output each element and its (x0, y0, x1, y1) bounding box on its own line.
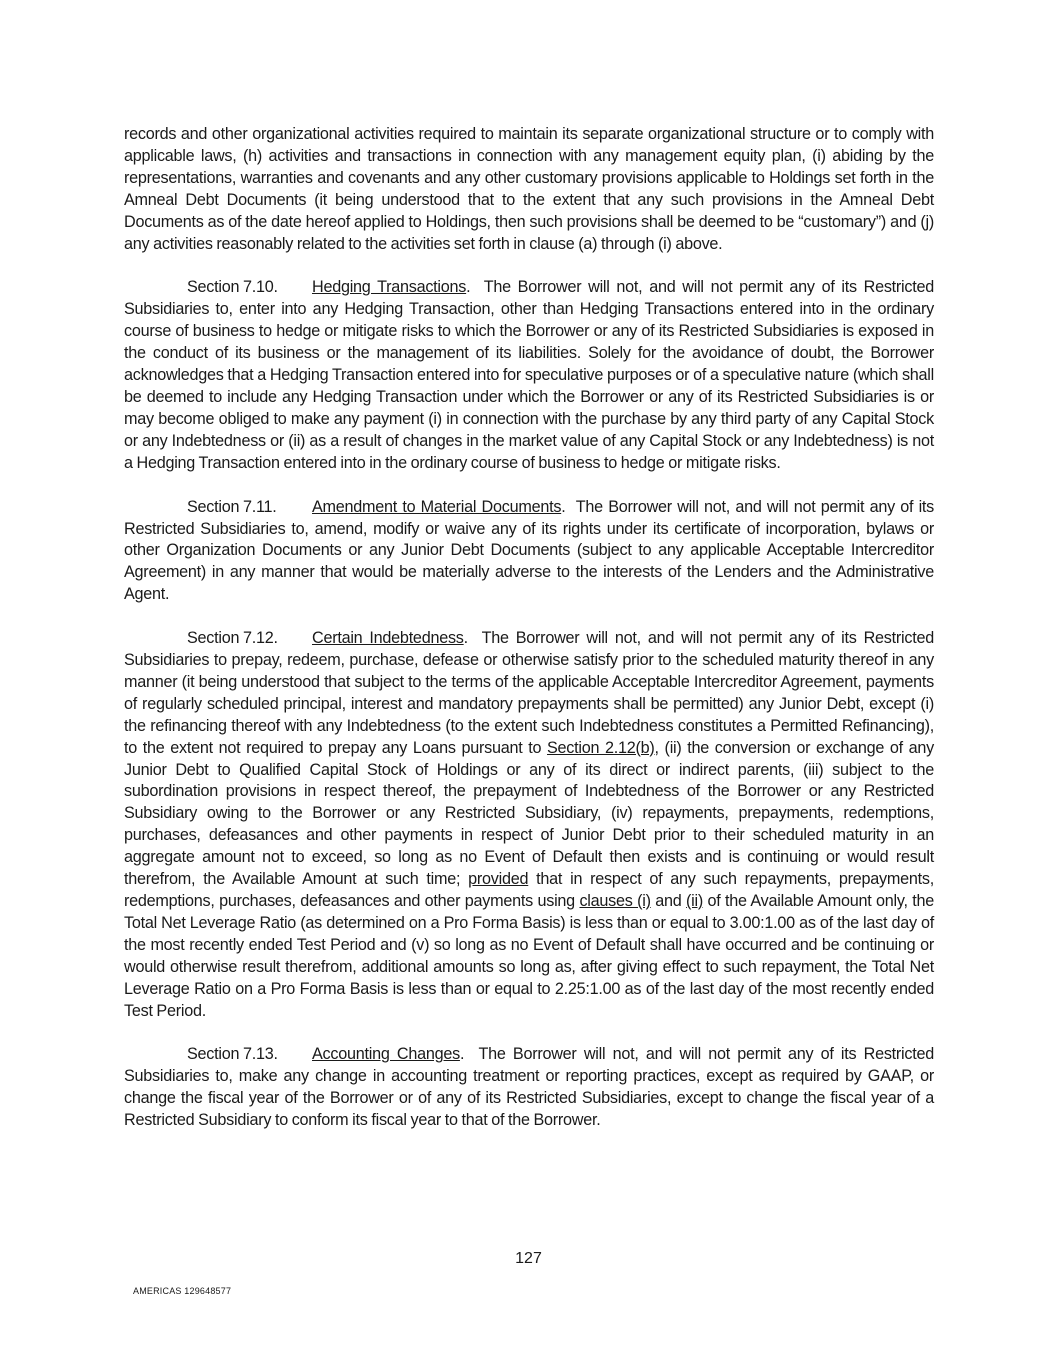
section-body: of the Available Amount only, the Total Net Leverage Ratio (as determined on a Pro Forma Basis) is less than or equal to 3.00:1.00 as of the last day of the most recently ended Test Period and (v) so long as no Event of Default shall have occurred and be continuing or would otherwise result therefrom, additional amounts so long as, after giving effect to such repayment, the Total Net Leverage Ratio on a Pro Forma Basis is less than or equal to 2.25:1.00 as of the last day of the most recently ended Test Period. (124, 892, 934, 1020)
section-body: that in respect of any such repayments, prepayments, redemptions, purchases, defeasances and other payments using (124, 870, 934, 910)
section-body: and (655, 892, 682, 910)
cross-reference: Section 2.12(b) (547, 738, 655, 757)
document-id: AMERICAS 129648577 (133, 1286, 232, 1296)
document-body (124, 124, 934, 1132)
section-title: Accounting Changes (312, 1045, 460, 1064)
section-7-13: Section 7.13. Accounting Changes. The Borrower will not, and will not permit any of its Restricted Subsidiaries to, make any change in accounting treatment or reporting practices, except as required by GAAP, or change the fiscal year of the Borrower or of any of its Restricted Subsidiaries, except to change the fiscal year of a Restricted Subsidiary to conform its fiscal year to that of the Borrower. (124, 1045, 935, 1130)
section-title: Hedging Transactions (312, 278, 467, 297)
section-number: Section 7.10. (187, 278, 278, 297)
section-number: Section 7.12. (187, 629, 278, 648)
proviso-term: provided (468, 870, 529, 889)
cross-reference: clauses (i) (579, 892, 651, 910)
section-number: Section 7.13. (187, 1045, 278, 1064)
section-7-12: Section 7.12. Certain Indebtedness. The Borrower will not, and will not permit any of its Restricted Subsidiaries to prepay, redeem, purchase, defease or otherwise satisfy prior to the scheduled maturity thereof in any manner (it being understood that subject to the terms of the applicable Acceptable Intercreditor Agreement, payments of regularly scheduled principal, interest and mandatory prepayments shall be permitted) any Junior Debt, except (i) the refinancing thereof with any Indebtedness (to the extent such Indebtedness constitutes a Permitted Refinancing), to the extent not required to prepay any Loans pursuant to Section 2.12(b), (ii) the conversion or exchange of any Junior Debt to Qualified Capital Stock of Holdings or any of its direct or indirect parents, (iii) subject to the subordination provisions in respect thereof, the prepayment of Indebtedness of the Borrower or any Restricted Subsidiary owing to the Borrower or any Restricted Subsidiary, (iv) repayments, prepayments, redemptions, purchases, defeasances and other payments in respect of Junior Debt prior to their scheduled maturity in an aggregate amount not to exceed, so long as no Event of Default then exists and is continuing or would result therefrom, the Available Amount at such time; provided that in respect of any such repayments, prepayments, redemptions, purchases, defeasances and other payments using clauses (i) and (ii) of the Available Amount only, the Total Net Leverage Ratio (as determined on a Pro Forma Basis) is less than or equal to 3.00:1.00 as of the last day of the most recently ended Test Period and (v) so long as no Event of Default shall have occurred and be continuing or would otherwise result therefrom, additional amounts so long as, after giving effect to such repayment, the Total Net Leverage Ratio on a Pro Forma Basis is less than or equal to 2.25:1.00 as of the last day of the most recently ended Test Period. (124, 629, 935, 1020)
cross-reference: (ii) (686, 892, 704, 910)
section-body: The Borrower will not, and will not permit any of its Restricted Subsidiaries to, make any change in accounting treatment or reporting practices, except as required by GAAP, or change the fiscal year of the Borrower or of any of its Restricted Subsidiaries, except to change the fiscal year of a Restricted Subsidiary to conform its fiscal year to that of the Borrower. (124, 1045, 935, 1130)
page-number: 127 (515, 1250, 542, 1267)
intro-paragraph (124, 124, 934, 255)
section-body: The Borrower will not, and will not permit any of its Restricted Subsidiaries to, amend, modify or waive any of its rights under its certificate of incorporation, bylaws or other Organization Documents or any Junior Debt Documents (subject to any applicable Acceptable Intercreditor Agreement) in any manner that would be materially adverse to the interests of the Lenders and the Administrative Agent. (124, 497, 935, 604)
section-body: The Borrower will not, and will not permit any of its Restricted Subsidiaries to prepay, redeem, purchase, defease or otherwise satisfy prior to the scheduled maturity thereof in any manner (it being understood that subject to the terms of the applicable Acceptable Intercreditor Agreement, payments of regularly scheduled principal, interest and mandatory prepayments shall be permitted) any Junior Debt, except (i) the refinancing thereof with any Indebtedness (to the extent such Indebtedness constitutes a Permitted Refinancing), to the extent not required to prepay any Loans pursuant to (124, 629, 934, 757)
section-body: The Borrower will not, and will not permit any of its Restricted Subsidiaries to, enter into any Hedging Transaction, other than Hedging Transactions entered into in the ordinary course of business to hedge or mitigate risks to which the Borrower or any of its Restricted Subsidiaries is exposed in the conduct of its business or the management of its liabilities. Solely for the avoidance of doubt, the Borrower acknowledges that a Hedging Transaction entered into for speculative purposes or of a speculative nature (which shall be deemed to include any Hedging Transaction under which the Borrower or any of its Restricted Subsidiaries is or may become obliged to make any payment (i) in connection with the purchase by any third party of any Capital Stock or any Indebtedness or (ii) as a result of changes in the market value of any Capital Stock or any Indebtedness) is not a Hedging Transaction entered into in the ordinary course of business to hedge or mitigate risks. (124, 278, 934, 472)
section-7-10: Section 7.10. Hedging Transactions. The Borrower will not, and will not permit any of its Restricted Subsidiaries to, enter into any Hedging Transaction, other than Hedging Transactions entered into in the ordinary course of business to hedge or mitigate risks to which the Borrower or any of its Restricted Subsidiaries is exposed in the conduct of its business or the management of its liabilities. Solely for the avoidance of doubt, the Borrower acknowledges that a Hedging Transaction entered into for speculative purposes or of a speculative nature (which shall be deemed to include any Hedging Transaction under which the Borrower or any of its Restricted Subsidiaries is or may become obliged to make any payment (i) in connection with the purchase by any third party of any Capital Stock or any Indebtedness or (ii) as a result of changes in the market value of any Capital Stock or any Indebtedness) is not a Hedging Transaction entered into in the ordinary course of business to hedge or mitigate risks. (124, 278, 934, 472)
intro-text: records and other organizational activities required to maintain its separate organizational structure or to comply with applicable laws, (h) activities and transactions in connection with any management equity plan, (i) abiding by the representations, warranties and covenants and any other customary provisions applicable to Holdings set forth in the Amneal Debt Documents (it being understood that to the extent that any such provisions in the Amneal Debt Documents as of the date hereof applied to Holdings, then such provisions shall be deemed to be “customary”) and (j) any activities reasonably related to the activities set forth in clause (a) through (i) above. (124, 125, 934, 253)
section-body: , (ii) the conversion or exchange of any Junior Debt to Qualified Capital Stock of Holdings or any of its direct or indirect parents, (iii) subject to the subordination provisions in respect thereof, the prepayment of Indebtedness of the Borrower or any Restricted Subsidiary owing to the Borrower or any Restricted Subsidiary, (iv) repayments, prepayments, redemptions, purchases, defeasances and other payments in respect of Junior Debt prior to their scheduled maturity in an aggregate amount not to exceed, so long as no Event of Default then exists and is continuing or would result therefrom, the Available Amount at such time; (124, 738, 935, 889)
section-7-11: Section 7.11. Amendment to Material Documents. The Borrower will not, and will not permit any of its Restricted Subsidiaries to, amend, modify or waive any of its rights under its certificate of incorporation, bylaws or other Organization Documents or any Junior Debt Documents (subject to any applicable Acceptable Intercreditor Agreement) in any manner that would be materially adverse to the interests of the Lenders and the Administrative Agent. (124, 497, 935, 604)
section-title: Certain Indebtedness (312, 629, 464, 648)
section-title: Amendment to Material Documents (312, 497, 562, 516)
section-number: Section 7.11. (187, 497, 277, 516)
